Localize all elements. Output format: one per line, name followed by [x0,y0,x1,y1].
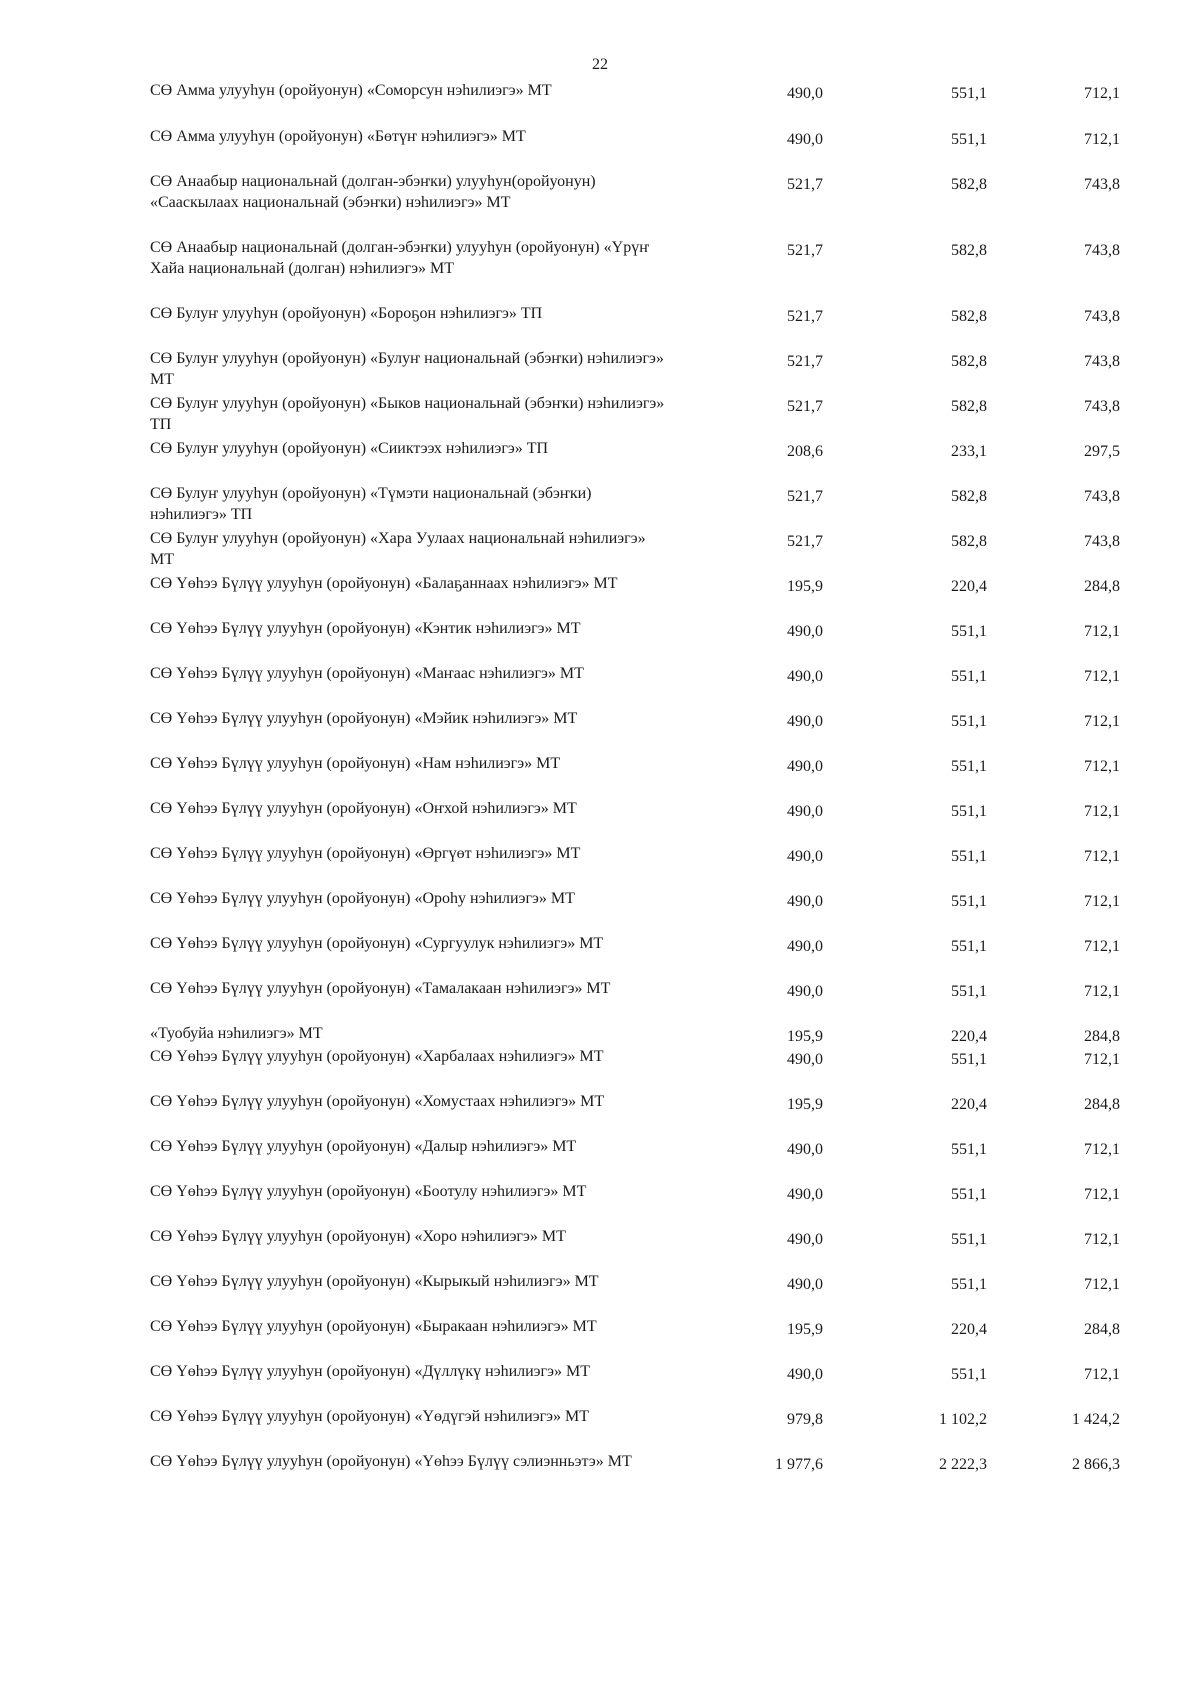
row-name: СӨ Амма улууһун (оройуонун) «Бөтүҥ нэһилиэгэ» МТ [150,128,526,145]
value-col-3: 712,1 [1084,668,1120,685]
row-name: СӨ Үөһээ Бүлүү улууһун (оройуонун) «Тамалакаан нэһилиэгэ» МТ [150,980,611,997]
value-col-1: 195,9 [787,1321,823,1338]
row-name: СӨ Булуҥ улууһун (оройуонун) «Бороҕон нэһилиэгэ» ТП [150,305,543,322]
value-col-2: 551,1 [951,1141,987,1158]
value-col-3: 284,8 [1084,1096,1120,1113]
value-col-1: 521,7 [787,176,823,193]
value-col-1: 490,0 [787,1051,823,1068]
value-col-3: 743,8 [1084,308,1120,325]
row-name: СӨ Булуҥ улууһун (оройуонун) «Түмэти национальнай (эбэҥки) нэһилиэгэ» ТП [150,485,592,523]
value-col-1: 521,7 [787,488,823,505]
value-col-3: 743,8 [1084,353,1120,370]
row-name: СӨ Булуҥ улууһун (оройуонун) «Быков национальнай (эбэҥки) нэһилиэгэ» ТП [150,395,665,433]
page-number: 22 [592,56,608,73]
value-col-2: 551,1 [951,983,987,1000]
value-col-3: 712,1 [1084,893,1120,910]
row-name: СӨ Амма улууһун (оройуонун) «Соморсун нэһилиэгэ» МТ [150,82,552,99]
value-col-3: 712,1 [1084,85,1120,102]
value-col-3: 2 866,3 [1072,1456,1120,1473]
row-name: СӨ Үөһээ Бүлүү улууһун (оройуонун) «Кэнтик нэһилиэгэ» МТ [150,620,581,637]
row-name: СӨ Үөһээ Бүлүү улууһун (оройуонун) «Өргүөт нэһилиэгэ» МТ [150,845,581,862]
value-col-1: 521,7 [787,242,823,259]
value-col-1: 521,7 [787,353,823,370]
row-name: СӨ Анаабыр национальнай (долган-эбэҥки) улууһун(оройуонун) «Сааскылаах национальнай (эбэҥки) нэһилиэгэ» МТ [150,173,596,211]
value-col-3: 743,8 [1084,398,1120,415]
value-col-2: 551,1 [951,1231,987,1248]
value-col-1: 490,0 [787,1141,823,1158]
value-col-3: 712,1 [1084,1231,1120,1248]
value-col-1: 490,0 [787,803,823,820]
value-col-3: 712,1 [1084,713,1120,730]
value-col-3: 743,8 [1084,488,1120,505]
value-col-2: 551,1 [951,1276,987,1293]
value-col-3: 712,1 [1084,1276,1120,1293]
value-col-2: 551,1 [951,893,987,910]
value-col-3: 712,1 [1084,848,1120,865]
value-col-2: 582,8 [951,242,987,259]
row-name: СӨ Үөһээ Бүлүү улууһун (оройуонун) «Быракаан нэһилиэгэ» МТ [150,1318,597,1335]
value-col-1: 195,9 [787,1028,823,1045]
row-name: «Туобуйа нэһилиэгэ» МТ [150,1025,323,1042]
value-col-1: 490,0 [787,668,823,685]
value-col-3: 743,8 [1084,242,1120,259]
row-name: СӨ Үөһээ Бүлүү улууһун (оройуонун) «Боотулу нэһилиэгэ» МТ [150,1183,587,1200]
row-name: СӨ Үөһээ Бүлүү улууһун (оройуонун) «Мэйик нэһилиэгэ» МТ [150,710,578,727]
value-col-2: 551,1 [951,758,987,775]
value-col-3: 712,1 [1084,758,1120,775]
value-col-3: 712,1 [1084,131,1120,148]
value-col-1: 208,6 [787,443,823,460]
value-col-1: 490,0 [787,1366,823,1383]
row-name: СӨ Үөһээ Бүлүү улууһун (оройуонун) «Харбалаах нэһилиэгэ» МТ [150,1048,604,1065]
value-col-2: 551,1 [951,713,987,730]
row-name: СӨ Булуҥ улууһун (оройуонун) «Сииктээх нэһилиэгэ» ТП [150,440,549,457]
value-col-2: 582,8 [951,176,987,193]
value-col-2: 220,4 [951,1028,987,1045]
value-col-3: 743,8 [1084,176,1120,193]
value-col-2: 220,4 [951,1096,987,1113]
value-col-1: 1 977,6 [775,1456,823,1473]
value-col-1: 490,0 [787,1276,823,1293]
value-col-1: 521,7 [787,533,823,550]
value-col-3: 284,8 [1084,1321,1120,1338]
value-col-2: 551,1 [951,668,987,685]
row-name: СӨ Үөһээ Бүлүү улууһун (оройуонун) «Далыр нэһилиэгэ» МТ [150,1138,577,1155]
value-col-2: 551,1 [951,848,987,865]
value-col-1: 195,9 [787,578,823,595]
value-col-2: 551,1 [951,85,987,102]
value-col-2: 582,8 [951,308,987,325]
value-col-3: 712,1 [1084,1051,1120,1068]
value-col-2: 1 102,2 [939,1411,987,1428]
value-col-3: 284,8 [1084,578,1120,595]
value-col-1: 490,0 [787,1231,823,1248]
value-col-2: 582,8 [951,488,987,505]
value-col-1: 490,0 [787,1186,823,1203]
row-name: СӨ Анаабыр национальнай (долган-эбэҥки) улууһун (оройуонун) «Үрүҥ Хайа национальнай (долган) нэһилиэгэ» МТ [150,239,650,277]
row-name: СӨ Үөһээ Бүлүү улууһун (оройуонун) «Хомустаах нэһилиэгэ» МТ [150,1093,605,1110]
value-col-3: 712,1 [1084,1141,1120,1158]
value-col-2: 551,1 [951,803,987,820]
row-name: СӨ Үөһээ Бүлүү улууһун (оройуонун) «Сургуулук нэһилиэгэ» МТ [150,935,604,952]
value-col-2: 582,8 [951,398,987,415]
row-name: СӨ Үөһээ Бүлүү улууһун (оройуонун) «Хоро нэһилиэгэ» МТ [150,1228,566,1245]
row-name: СӨ Үөһээ Бүлүү улууһун (оройуонун) «Нам нэһилиэгэ» МТ [150,755,561,772]
value-col-3: 712,1 [1084,1366,1120,1383]
value-col-1: 521,7 [787,398,823,415]
value-col-1: 490,0 [787,713,823,730]
value-col-3: 712,1 [1084,1186,1120,1203]
value-col-1: 490,0 [787,938,823,955]
value-col-2: 551,1 [951,1366,987,1383]
value-col-3: 712,1 [1084,983,1120,1000]
value-col-3: 297,5 [1084,443,1120,460]
value-col-2: 233,1 [951,443,987,460]
row-name: СӨ Үөһээ Бүлүү улууһун (оройуонун) «Ороһу нэһилиэгэ» МТ [150,890,575,907]
row-name: СӨ Булуҥ улууһун (оройуонун) «Хара Уулаах национальнай нэһилиэгэ» МТ [150,530,646,568]
value-col-2: 551,1 [951,623,987,640]
value-col-2: 551,1 [951,1186,987,1203]
row-name: СӨ Үөһээ Бүлүү улууһун (оройуонун) «Оҥхой нэһилиэгэ» МТ [150,800,577,817]
value-col-2: 551,1 [951,938,987,955]
value-col-1: 195,9 [787,1096,823,1113]
value-col-3: 284,8 [1084,1028,1120,1045]
value-col-1: 979,8 [787,1411,823,1428]
value-col-2: 220,4 [951,578,987,595]
value-col-1: 490,0 [787,131,823,148]
row-name: СӨ Үөһээ Бүлүү улууһун (оройуонун) «Кырыкый нэһилиэгэ» МТ [150,1273,599,1290]
value-col-3: 1 424,2 [1072,1411,1120,1428]
value-col-1: 490,0 [787,623,823,640]
row-name: СӨ Үөһээ Бүлүү улууһун (оройуонун) «Дүллүкү нэһилиэгэ» МТ [150,1363,590,1380]
value-col-2: 551,1 [951,131,987,148]
value-col-1: 490,0 [787,983,823,1000]
value-col-2: 220,4 [951,1321,987,1338]
value-col-1: 490,0 [787,758,823,775]
value-col-1: 521,7 [787,308,823,325]
value-col-3: 712,1 [1084,803,1120,820]
value-col-1: 490,0 [787,893,823,910]
row-name: СӨ Булуҥ улууһун (оройуонун) «Булуҥ национальнай (эбэҥки) нэһилиэгэ» МТ [150,350,664,388]
value-col-2: 582,8 [951,353,987,370]
row-name: СӨ Үөһээ Бүлүү улууһун (оройуонун) «Балаҕаннаах нэһилиэгэ» МТ [150,575,618,592]
value-col-1: 490,0 [787,85,823,102]
row-name: СӨ Үөһээ Бүлүү улууһун (оройуонун) «Үөдүгэй нэһилиэгэ» МТ [150,1408,589,1425]
value-col-3: 712,1 [1084,938,1120,955]
value-col-1: 490,0 [787,848,823,865]
row-name: СӨ Үөһээ Бүлүү улууһун (оройуонун) «Үөһээ Бүлүү сэлиэнньэтэ» МТ [150,1453,632,1470]
value-col-2: 2 222,3 [939,1456,987,1473]
value-col-3: 712,1 [1084,623,1120,640]
value-col-2: 551,1 [951,1051,987,1068]
value-col-3: 743,8 [1084,533,1120,550]
value-col-2: 582,8 [951,533,987,550]
row-name: СӨ Үөһээ Бүлүү улууһун (оройуонун) «Маҥаас нэһилиэгэ» МТ [150,665,584,682]
